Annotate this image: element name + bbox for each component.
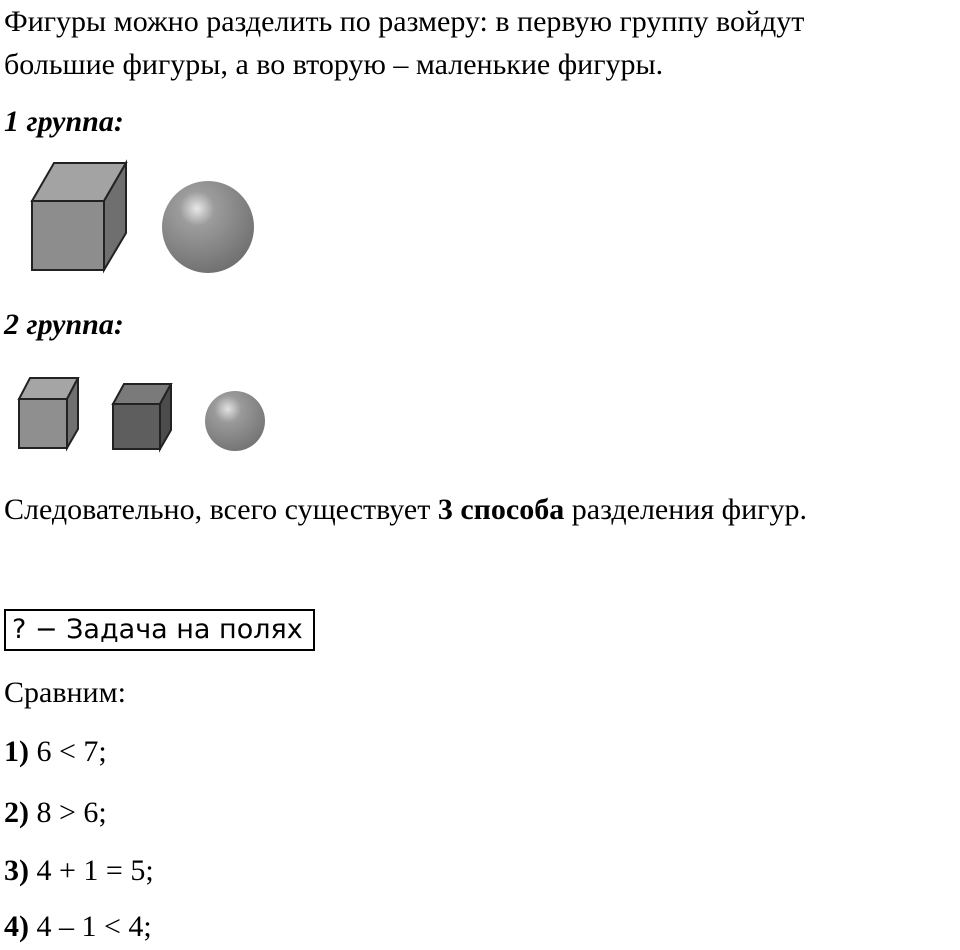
group-2-figures xyxy=(0,372,280,462)
conclusion-after: разделения фигур. xyxy=(564,493,807,526)
group-1-title: 1 группа: xyxy=(4,105,124,138)
compare-item xyxy=(4,910,152,944)
compare-title: Сравним: xyxy=(4,676,126,709)
compare-item-expression: 8 > 6; xyxy=(29,796,107,829)
conclusion-count: 3 способа xyxy=(437,493,565,526)
intro-line-2: большие фигуры, а во вторую – маленькие фигуры. xyxy=(4,48,664,81)
small-cube-dark xyxy=(113,384,171,449)
compare-item xyxy=(4,796,107,830)
compare-item-number: 3) xyxy=(4,854,29,887)
margin-task-box: ? − Задача на полях xyxy=(4,609,315,651)
large-sphere xyxy=(162,181,254,273)
compare-item-expression: 4 + 1 = 5; xyxy=(29,854,154,887)
conclusion-text xyxy=(4,488,807,531)
compare-item-number: 2) xyxy=(4,796,29,829)
compare-item-expression: 6 < 7; xyxy=(29,735,107,768)
intro-line-1: Фигуры можно разделить по размеру: в первую группу войдут xyxy=(4,5,805,38)
small-sphere xyxy=(205,391,265,451)
conclusion-before: Следовательно, всего существует xyxy=(4,493,438,526)
group-2-title: 2 группа: xyxy=(4,308,124,341)
small-cube-light xyxy=(19,378,78,448)
compare-item xyxy=(4,854,154,888)
compare-item-expression: 4 – 1 < 4; xyxy=(29,910,152,943)
group-1-figures xyxy=(0,155,280,285)
compare-item xyxy=(4,735,107,769)
compare-item-number: 4) xyxy=(4,910,29,943)
compare-item-number: 1) xyxy=(4,735,29,768)
large-cube xyxy=(32,163,126,270)
